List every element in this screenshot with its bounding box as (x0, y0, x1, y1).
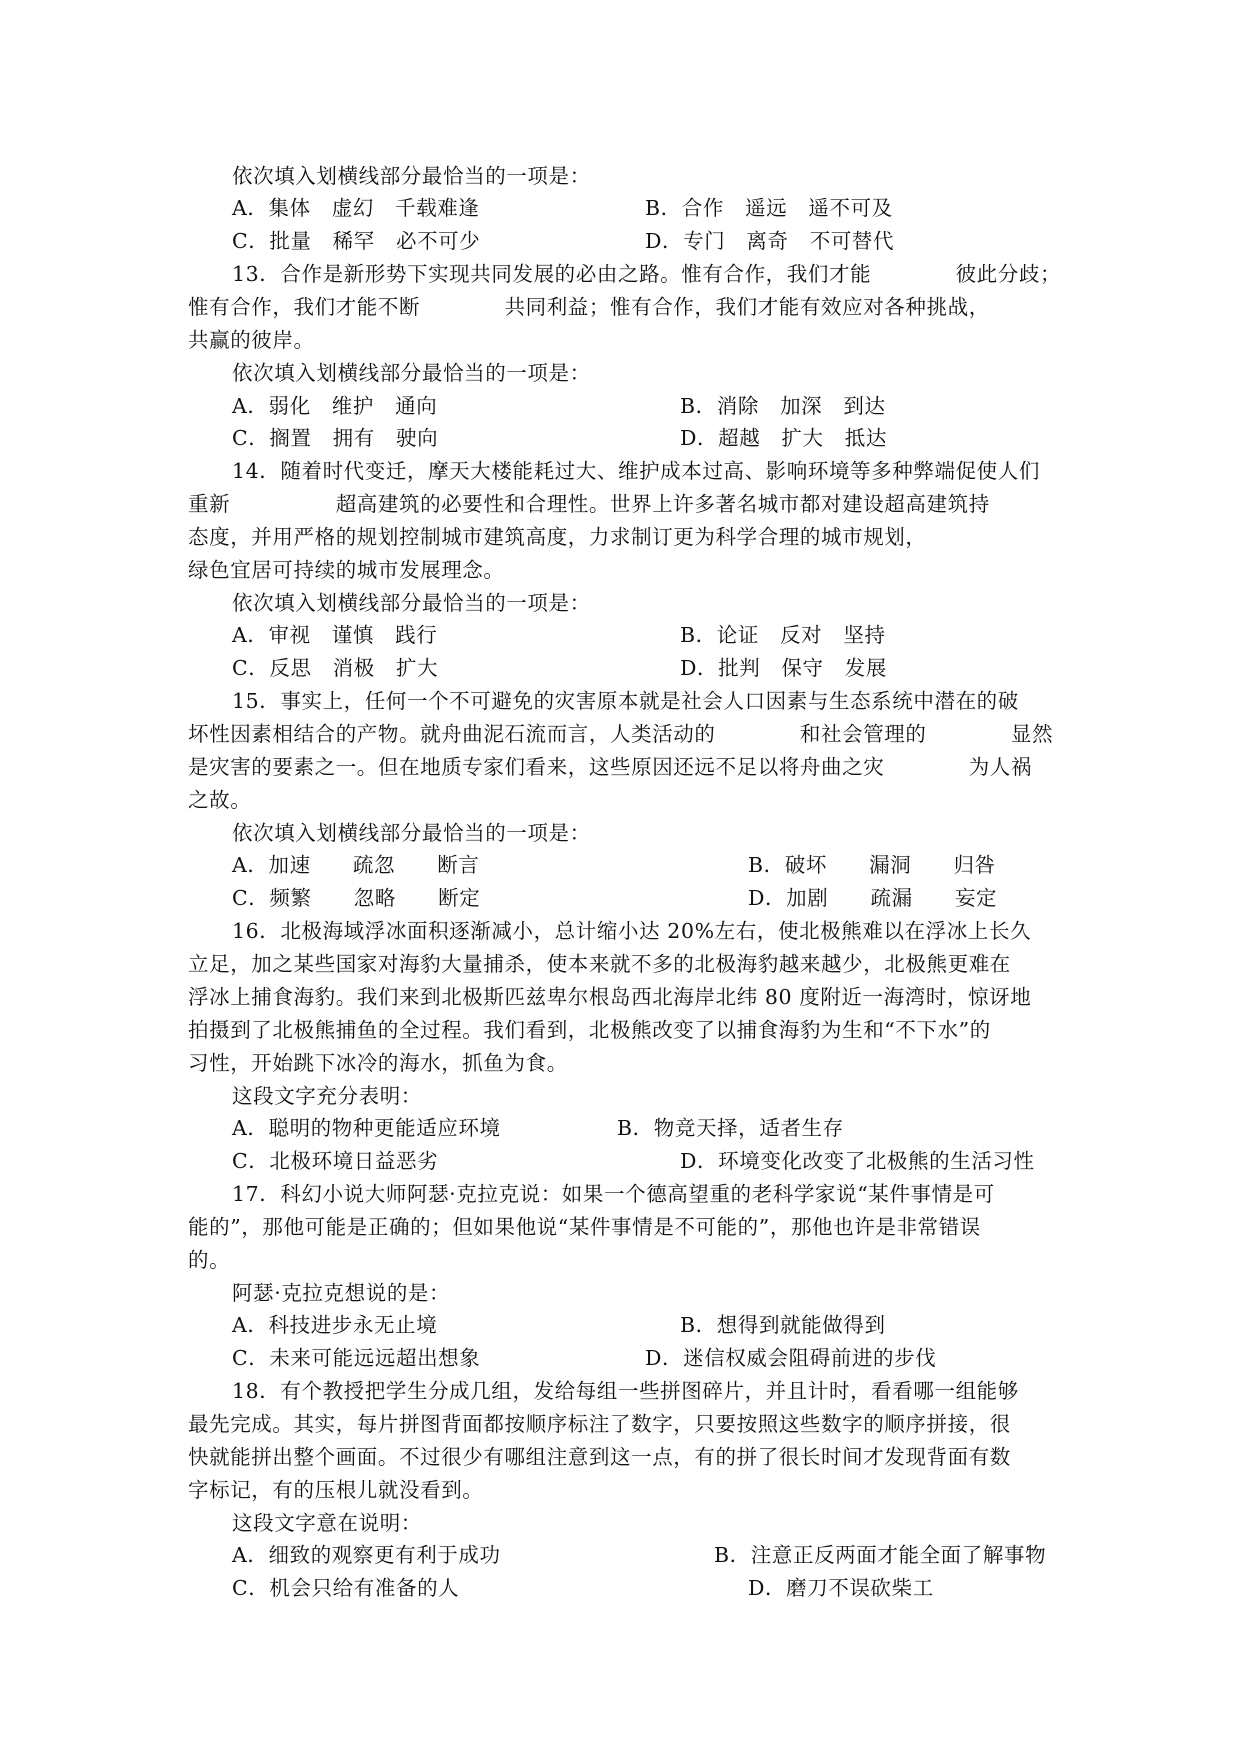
q14-prompt: 依次填入划横线部分最恰当的一项是： (232, 591, 591, 615)
q18-option-c: C．机会只给有准备的人 (232, 1576, 460, 1600)
q18-option-a: A．细致的观察更有利于成功 (232, 1543, 501, 1567)
q14-line-1: 14．随着时代变迁，摩天大楼能耗过大、维护成本过高、影响环境等多种弊端促使人们 (232, 459, 1040, 483)
q18-line-2: 最先完成。其实，每片拼图背面都按顺序标注了数字，只要按照这些数字的顺序拼接，很 (188, 1412, 1011, 1436)
q18-line-3: 快就能拼出整个画面。不过很少有哪组注意到这一点，有的拼了很长时间才发现背面有数 (188, 1445, 1011, 1469)
q13-prompt: 依次填入划横线部分最恰当的一项是： (232, 361, 591, 385)
q13-line-2: 惟有合作，我们才能不断 共同利益；惟有合作，我们才能有效应对各种挑战， (188, 295, 990, 319)
q17-option-a: A．科技进步永无止境 (232, 1313, 438, 1337)
q12-option-d: D．专门 离奇 不可替代 (645, 229, 895, 253)
q18-line-4: 字标记，有的压根儿就没看到。 (188, 1478, 484, 1502)
q15-option-a: A．加速 疏忽 断言 (232, 853, 480, 877)
q16-option-c: C．北极环境日益恶劣 (232, 1149, 439, 1173)
q13-option-c: C．搁置 拥有 驶向 (232, 426, 439, 450)
q12-option-a: A．集体 虚幻 千载难逢 (232, 196, 480, 220)
q18-option-b: B．注意正反两面才能全面了解事物 (714, 1543, 1047, 1567)
q14-option-b: B．论证 反对 坚持 (680, 623, 886, 647)
q13-option-a: A．弱化 维护 通向 (232, 394, 438, 418)
q15-option-c: C．频繁 忽略 断定 (232, 886, 481, 910)
q15-line-1: 15．事实上，任何一个不可避免的灾害原本就是社会人口因素与生态系统中潜在的破 (232, 689, 1019, 713)
q14-option-a: A．审视 谨慎 践行 (232, 623, 438, 647)
q12-option-b: B．合作 遥远 遥不可及 (645, 196, 893, 220)
q18-prompt: 这段文字意在说明： (232, 1511, 422, 1535)
q13-line-3: 共赢的彼岸。 (188, 328, 315, 352)
q17-option-d: D．迷信权威会阻碍前进的步伐 (645, 1346, 937, 1370)
q17-prompt: 阿瑟·克拉克想说的是： (232, 1281, 451, 1305)
q15-line-2: 坏性因素相结合的产物。就舟曲泥石流而言，人类活动的 和社会管理的 显然 (188, 722, 1054, 746)
q12-option-c: C．批量 稀罕 必不可少 (232, 229, 481, 253)
q17-line-3: 的。 (188, 1248, 231, 1272)
q13-option-b: B．消除 加深 到达 (680, 394, 886, 418)
q18-line-1: 18．有个教授把学生分成几组，发给每组一些拼图碎片，并且计时，看看哪一组能够 (232, 1379, 1019, 1403)
q14-line-4: 绿色宜居可持续的城市发展理念。 (188, 558, 505, 582)
q16-line-4: 拍摄到了北极熊捕鱼的全过程。我们看到，北极熊改变了以捕食海豹为生和“不下水”的 (188, 1018, 991, 1042)
q14-option-c: C．反思 消极 扩大 (232, 656, 439, 680)
q15-line-3: 是灾害的要素之一。但在地质专家们看来，这些原因还远不足以将舟曲之灾 为人祸 (188, 755, 1032, 779)
q14-option-d: D．批判 保守 发展 (680, 656, 887, 680)
q13-option-d: D．超越 扩大 抵达 (680, 426, 887, 450)
q17-option-c: C．未来可能远远超出想象 (232, 1346, 481, 1370)
q17-line-2: 能的”，那他可能是正确的；但如果他说“某件事情是不可能的”，那他也许是非常错误 (188, 1215, 981, 1239)
q15-line-4: 之故。 (188, 788, 252, 812)
q16-option-b: B．物竞天择，适者生存 (617, 1116, 844, 1140)
q17-option-b: B．想得到就能做得到 (680, 1313, 886, 1337)
q15-option-d: D．加剧 疏漏 妄定 (748, 886, 998, 910)
q16-line-5: 习性，开始跳下冰冷的海水，抓鱼为食。 (188, 1051, 568, 1075)
q18-option-d: D．磨刀不误砍柴工 (748, 1576, 934, 1600)
q15-option-b: B．破坏 漏洞 归咎 (748, 853, 996, 877)
q16-line-1: 16．北极海域浮冰面积逐渐减小，总计缩小达 20%左右，使北极熊难以在浮冰上长久 (232, 919, 1032, 943)
q16-option-a: A．聪明的物种更能适应环境 (232, 1116, 501, 1140)
q16-line-2: 立足，加之某些国家对海豹大量捕杀，使本来就不多的北极海豹越来越少，北极熊更难在 (188, 952, 1011, 976)
q16-option-d: D．环境变化改变了北极熊的生活习性 (680, 1149, 1035, 1173)
q14-line-3: 态度，并用严格的规划控制城市建筑高度，力求制订更为科学合理的城市规划， (188, 525, 927, 549)
q17-line-1: 17．科幻小说大师阿瑟·克拉克说：如果一个德高望重的老科学家说“某件事情是可 (232, 1182, 995, 1206)
q12-prompt: 依次填入划横线部分最恰当的一项是： (232, 164, 591, 188)
q13-line-1: 13．合作是新形势下实现共同发展的必由之路。惟有合作，我们才能 彼此分歧； (232, 262, 1062, 286)
q14-line-2: 重新 超高建筑的必要性和合理性。世界上许多著名城市都对建设超高建筑持 (188, 492, 990, 516)
q16-prompt: 这段文字充分表明： (232, 1084, 422, 1108)
q15-prompt: 依次填入划横线部分最恰当的一项是： (232, 821, 591, 845)
q16-line-3: 浮冰上捕食海豹。我们来到北极斯匹兹卑尔根岛西北海岸北纬 80 度附近一海湾时，惊讶地 (188, 985, 1032, 1009)
